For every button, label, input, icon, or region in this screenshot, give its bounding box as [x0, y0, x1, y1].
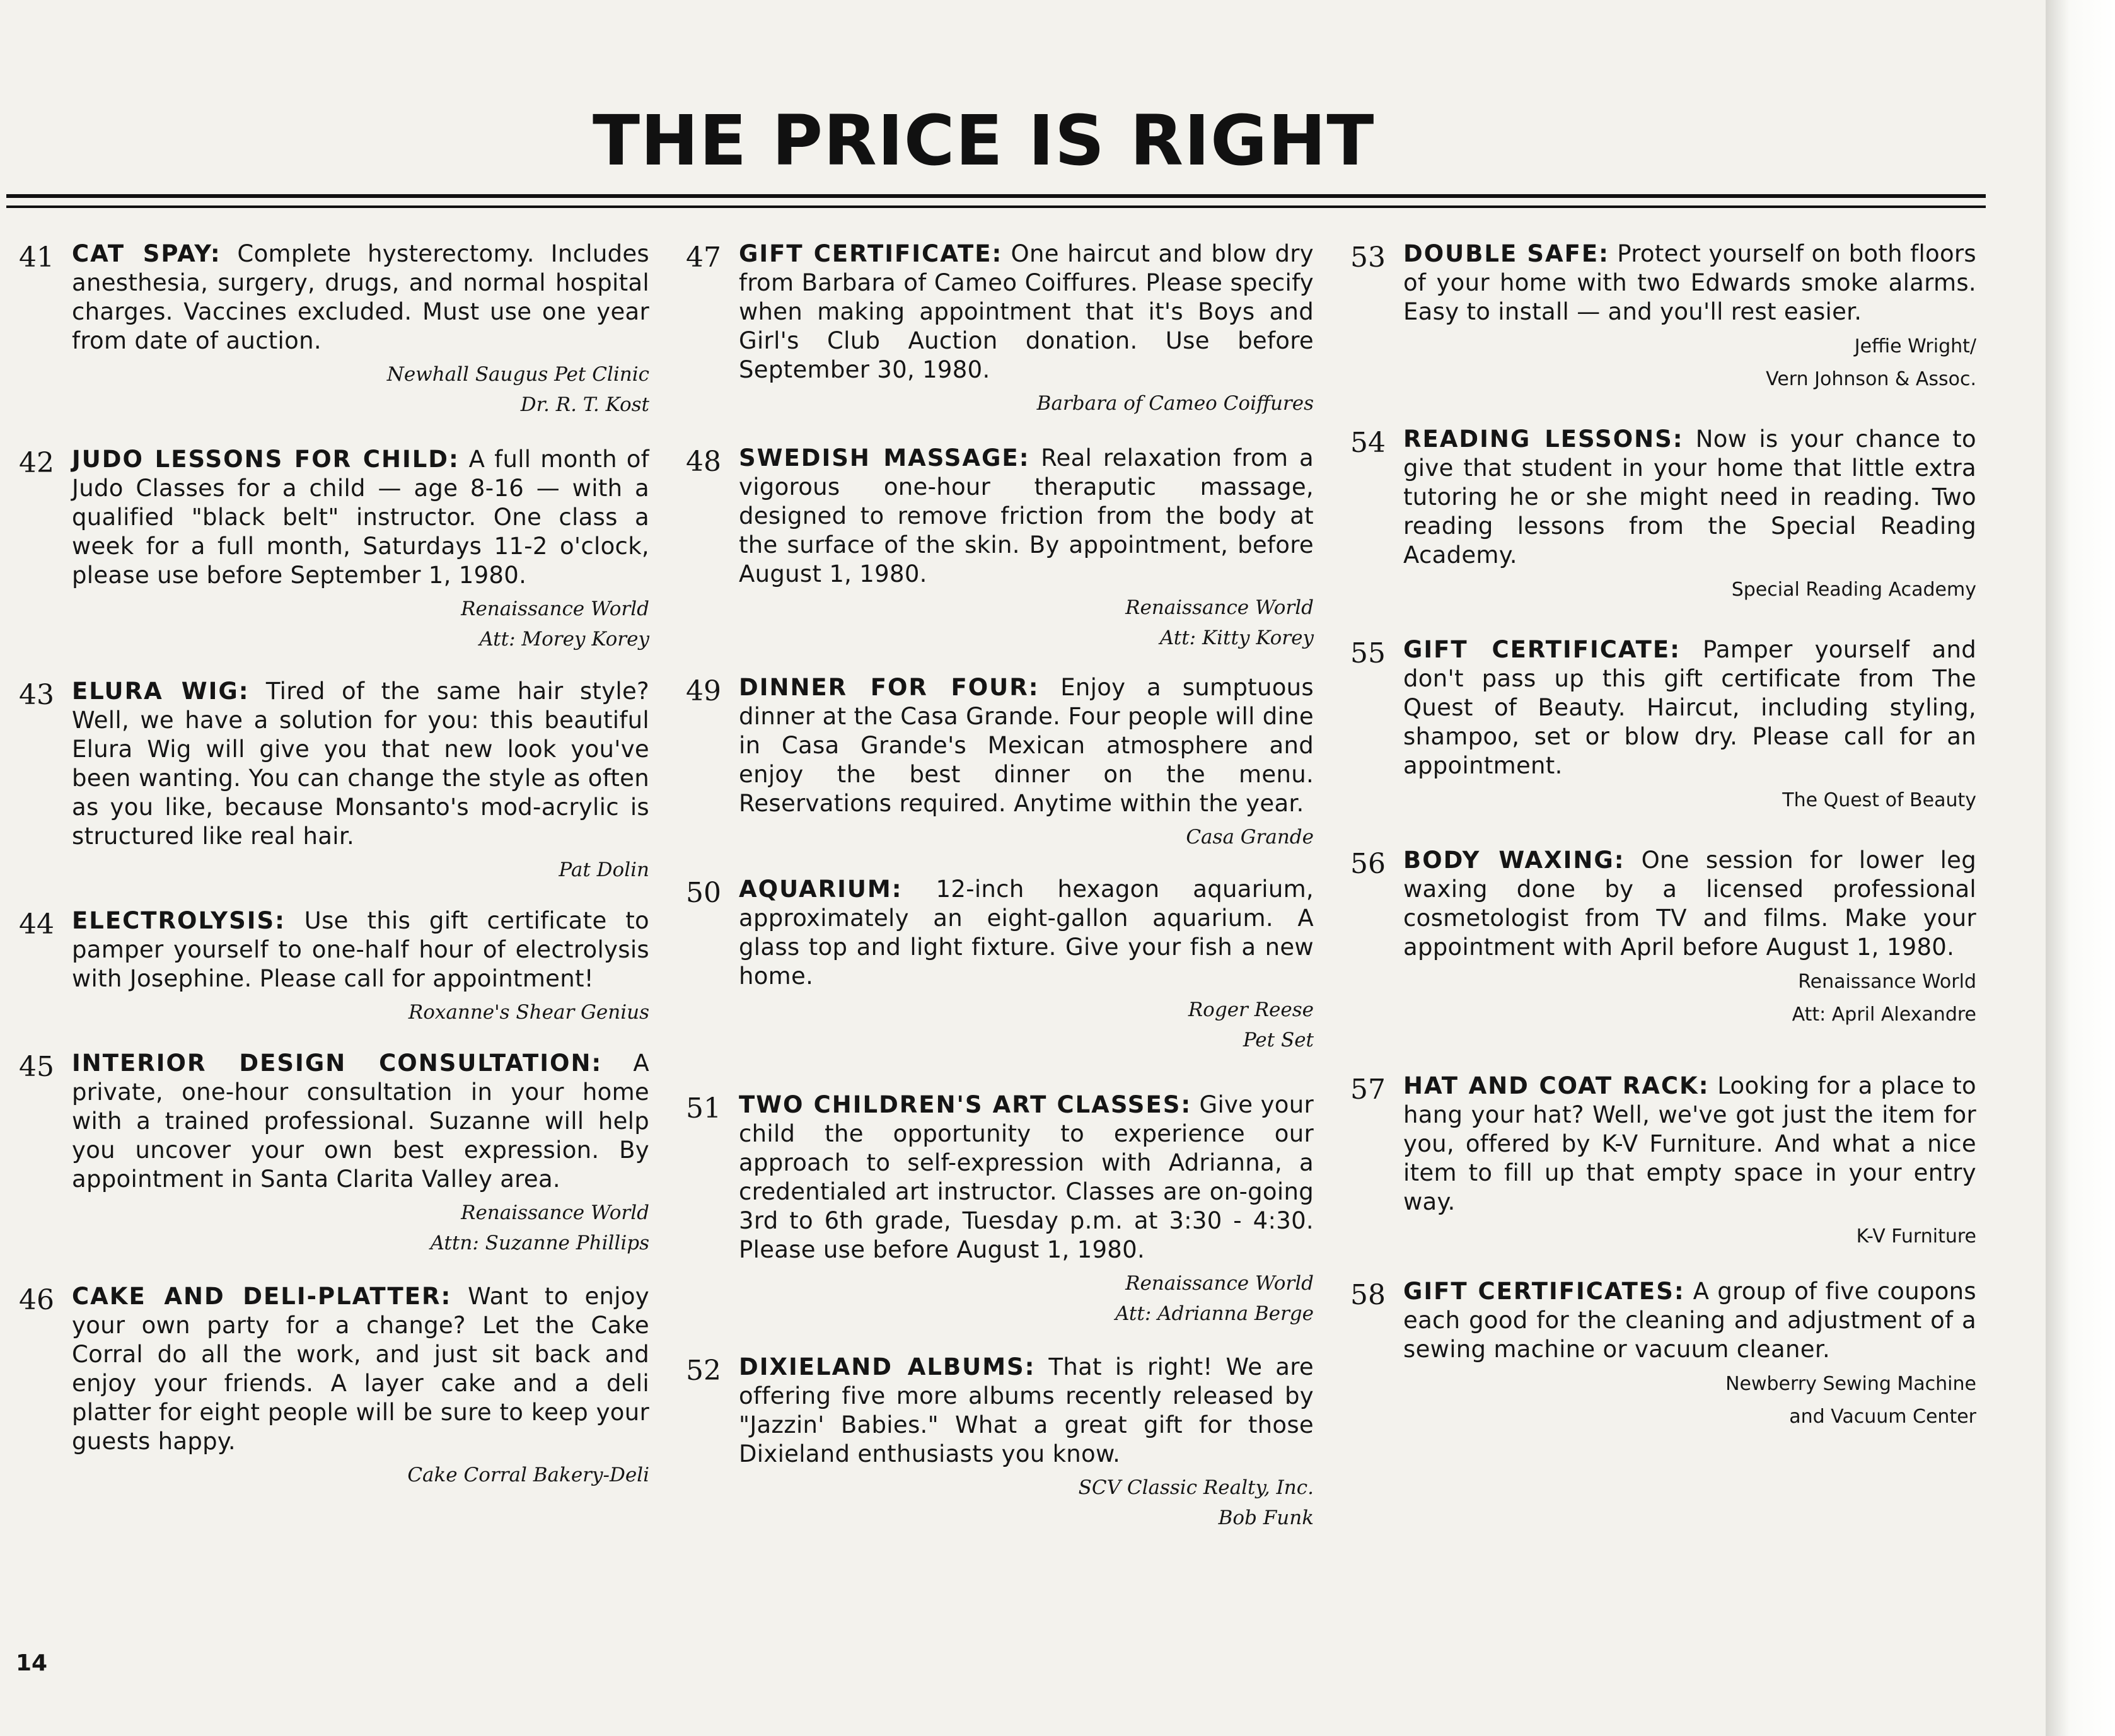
- auction-item: [1350, 1072, 1976, 1253]
- item-number: 51: [686, 1092, 721, 1125]
- auction-item: [1350, 1277, 1976, 1433]
- item-heading: JUDO LESSONS FOR CHILD:: [72, 446, 460, 473]
- donor-line: Dr. R. T. Kost: [520, 393, 649, 416]
- auction-item: [19, 1049, 649, 1258]
- item-donor: [739, 1268, 1314, 1329]
- item-text: Looking for a place to hang your hat? Well, we've got just the item for you, offered by K-V Furniture. And what a nice item to fill up that empty space in your entry way.: [1403, 1072, 1976, 1215]
- donor-line: Renaissance World: [1125, 1272, 1314, 1295]
- item-description: [1403, 425, 1976, 570]
- donor-line: Newberry Sewing Machine: [1725, 1373, 1976, 1395]
- item-donor: [739, 822, 1314, 852]
- item-number: 58: [1350, 1279, 1386, 1311]
- item-donor: [72, 359, 649, 420]
- donor-line: Barbara of Cameo Coiffures: [1036, 392, 1314, 415]
- item-heading: BODY WAXING:: [1403, 847, 1625, 874]
- item-donor: [1403, 784, 1976, 817]
- item-heading: DINNER FOR FOUR:: [739, 674, 1040, 701]
- donor-line: Pet Set: [1243, 1029, 1314, 1051]
- item-heading: GIFT CERTIFICATE:: [1403, 636, 1681, 663]
- item-number: 42: [19, 447, 54, 479]
- item-text: Enjoy a sumptuous dinner at the Casa Grande. Four people will dine in Casa Grande's Mexican atmosphere and enjoy the best dinner on the menu. Reservations required. Anytime within the year.: [739, 674, 1314, 817]
- item-description: [739, 1091, 1314, 1264]
- donor-line: Special Reading Academy: [1731, 579, 1976, 601]
- item-heading: HAT AND COAT RACK:: [1403, 1072, 1710, 1099]
- item-heading: AQUARIUM:: [739, 876, 903, 903]
- item-number: 56: [1350, 848, 1386, 880]
- item-description: [1403, 1072, 1976, 1217]
- item-description: [72, 1282, 649, 1456]
- donor-line: Renaissance World: [461, 1201, 649, 1224]
- auction-item: [686, 1091, 1314, 1329]
- item-donor: [72, 594, 649, 654]
- item-donor: [72, 855, 649, 885]
- item-text: Want to enjoy your own party for a change? Let the Cake Corral do all the work, and just sit back and enjoy your friends. A layer cake and a deli platter for eight people will be sure to keep your guests happy.: [72, 1283, 649, 1455]
- item-donor: [739, 1473, 1314, 1533]
- donor-line: SCV Classic Realty, Inc.: [1078, 1476, 1314, 1499]
- donor-line: Renaissance World: [1798, 971, 1976, 993]
- item-number: 46: [19, 1284, 54, 1316]
- title-rule-thick: [6, 194, 1986, 198]
- auction-item: [19, 445, 649, 654]
- item-donor: [1403, 1368, 1976, 1433]
- item-text: One session for lower leg waxing done by a licensed professional cosmetologist from TV and films. Make your appointment with April before August 1, 1980.: [1403, 847, 1976, 961]
- item-number: 47: [686, 241, 721, 274]
- item-description: [72, 677, 649, 851]
- auction-item: [19, 240, 649, 420]
- item-description: [739, 673, 1314, 818]
- donor-line: and Vacuum Center: [1789, 1406, 1976, 1428]
- item-text: Protect yourself on both floors of your home with two Edwards smoke alarms. Easy to install — and you'll rest easier.: [1403, 240, 1976, 325]
- item-description: [72, 445, 649, 590]
- auction-item: [1350, 635, 1976, 817]
- title-rule-thin: [6, 205, 1986, 208]
- item-heading: DOUBLE SAFE:: [1403, 240, 1609, 267]
- donor-line: Roxanne's Shear Genius: [408, 1001, 649, 1024]
- item-heading: DIXIELAND ALBUMS:: [739, 1353, 1036, 1380]
- item-heading: GIFT CERTIFICATES:: [1403, 1278, 1685, 1305]
- page-title: THE PRICE IS RIGHT: [593, 100, 1375, 181]
- item-heading: CAT SPAY:: [72, 240, 221, 267]
- item-number: 49: [686, 675, 721, 707]
- donor-line: Attn: Suzanne Phillips: [430, 1232, 649, 1254]
- item-heading: SWEDISH MASSAGE:: [739, 444, 1030, 472]
- item-text: Complete hysterectomy. Includes anesthesia, surgery, drugs, and normal hospital charges. Vaccines excluded. Must use one year from date of auction.: [72, 240, 649, 354]
- item-description: [72, 240, 649, 356]
- page-number: 14: [16, 1650, 48, 1676]
- auction-item: [19, 1282, 649, 1490]
- auction-item: [686, 444, 1314, 653]
- column-3: [1350, 240, 1976, 1433]
- item-text: That is right! We are offering five more albums recently released by "Jazzin' Babies." What a great gift for those Dixieland enthusiasts you know.: [739, 1353, 1314, 1467]
- item-donor: [1403, 966, 1976, 1031]
- auction-item: [686, 1353, 1314, 1533]
- auction-item: [19, 677, 649, 885]
- item-text: Pamper yourself and don't pass up this gift certificate from The Quest of Beauty. Haircut, including styling, shampoo, set or blow dry. Please call for an appointment.: [1403, 636, 1977, 779]
- item-number: 54: [1350, 427, 1386, 459]
- item-description: [1403, 240, 1976, 327]
- item-donor: [739, 995, 1314, 1055]
- item-heading: ELECTROLYSIS:: [72, 907, 286, 934]
- item-text: 12-inch hexagon aquarium, approximately an eight-gallon aquarium. A glass top and light fixture. Give your fish a new home.: [739, 876, 1314, 990]
- item-donor: [72, 1198, 649, 1258]
- item-heading: GIFT CERTIFICATE:: [739, 240, 1003, 267]
- item-heading: CAKE AND DELI-PLATTER:: [72, 1283, 452, 1310]
- auction-item: [686, 673, 1314, 852]
- item-number: 41: [19, 241, 54, 274]
- item-text: A group of five coupons each good for the cleaning and adjustment of a sewing machine or vacuum cleaner.: [1403, 1278, 1977, 1363]
- item-text: Tired of the same hair style? Well, we have a solution for you: this beautiful Elura Wig will give you that new look you've been wanting. You can change the style as often as you like, because Monsanto's mod-acrylic is structured like real hair.: [72, 678, 649, 850]
- item-description: [1403, 635, 1976, 780]
- item-text: Real relaxation from a vigorous one-hour theraputic massage, designed to remove friction from the body at the surface of the skin. By appointment, before August 1, 1980.: [739, 444, 1314, 587]
- item-number: 43: [19, 679, 54, 711]
- donor-line: The Quest of Beauty: [1782, 789, 1976, 811]
- item-donor: [739, 388, 1314, 419]
- item-donor: [1403, 330, 1976, 396]
- item-number: 55: [1350, 637, 1386, 669]
- donor-line: Jeffie Wright/: [1854, 335, 1976, 357]
- item-description: [739, 240, 1314, 385]
- item-donor: [72, 1460, 649, 1490]
- donor-line: Roger Reese: [1188, 998, 1314, 1021]
- item-text: A private, one-hour consultation in your home with a trained professional. Suzanne will help you uncover your own best expression. By appointment in Santa Clarita Valley area.: [72, 1050, 649, 1193]
- item-heading: TWO CHILDREN'S ART CLASSES:: [739, 1091, 1192, 1118]
- donor-line: Att: Kitty Korey: [1159, 627, 1314, 649]
- column-1: [19, 240, 649, 1490]
- donor-line: Att: Morey Korey: [479, 628, 649, 651]
- auction-item: [1350, 846, 1976, 1031]
- item-number: 52: [686, 1355, 721, 1387]
- item-text: Use this gift certificate to pamper yourself to one-half hour of electrolysis with Josephine. Please call for appointment!: [72, 907, 649, 992]
- donor-line: Renaissance World: [1125, 596, 1314, 619]
- item-text: One haircut and blow dry from Barbara of Cameo Coiffures. Please specify when making appointment that it's Boys and Girl's Club Auction donation. Use before September 30, 1980.: [739, 240, 1314, 383]
- item-donor: [739, 593, 1314, 653]
- item-number: 53: [1350, 241, 1386, 274]
- item-description: [72, 1049, 649, 1194]
- donor-line: Pat Dolin: [559, 859, 649, 881]
- item-description: [739, 1353, 1314, 1469]
- adjacent-page-edge: [2046, 0, 2115, 1736]
- item-description: [1403, 846, 1976, 962]
- item-number: 45: [19, 1051, 54, 1083]
- item-number: 57: [1350, 1073, 1386, 1106]
- donor-line: K-V Furniture: [1856, 1225, 1976, 1247]
- item-donor: [1403, 1220, 1976, 1253]
- column-2: [686, 240, 1314, 1533]
- donor-line: Att: Adrianna Berge: [1115, 1302, 1314, 1325]
- item-number: 50: [686, 877, 721, 909]
- item-heading: READING LESSONS:: [1403, 425, 1684, 453]
- item-description: [739, 444, 1314, 589]
- item-donor: [72, 997, 649, 1027]
- auction-item: [686, 240, 1314, 419]
- donor-line: Att: April Alexandre: [1792, 1004, 1976, 1026]
- item-text: Give your child the opportunity to experience our approach to self-expression with Adrianna, a credentialed art instructor. Classes are on-going 3rd to 6th grade, Tuesday p.m. at 3:30 - 4:30. Please use before August 1, 1980.: [739, 1091, 1314, 1263]
- item-description: [739, 875, 1314, 991]
- donor-line: Cake Corral Bakery-Deli: [407, 1464, 649, 1486]
- item-number: 48: [686, 446, 721, 478]
- donor-line: Vern Johnson & Assoc.: [1766, 368, 1976, 390]
- item-description: [72, 906, 649, 993]
- donor-line: Renaissance World: [461, 598, 649, 620]
- item-donor: [1403, 574, 1976, 606]
- auction-item: [1350, 425, 1976, 606]
- donor-line: Bob Funk: [1218, 1507, 1314, 1529]
- item-heading: INTERIOR DESIGN CONSULTATION:: [72, 1050, 603, 1077]
- item-description: [1403, 1277, 1976, 1364]
- donor-line: Newhall Saugus Pet Clinic: [386, 363, 649, 386]
- auction-item: [686, 875, 1314, 1055]
- donor-line: Casa Grande: [1186, 826, 1314, 848]
- item-text: Now is your chance to give that student in your home that little extra tutoring he or she might need in reading. Two reading lessons from the Special Reading Academy.: [1403, 425, 1976, 569]
- item-text: A full month of Judo Classes for a child — age 8-16 — with a qualified "black belt" instructor. One class a week for a full month, Saturdays 11-2 o'clock, please use before September 1, 1980.: [72, 446, 649, 589]
- item-number: 44: [19, 908, 54, 940]
- item-heading: ELURA WIG:: [72, 678, 250, 705]
- auction-item: [1350, 240, 1976, 396]
- auction-item: [19, 906, 649, 1027]
